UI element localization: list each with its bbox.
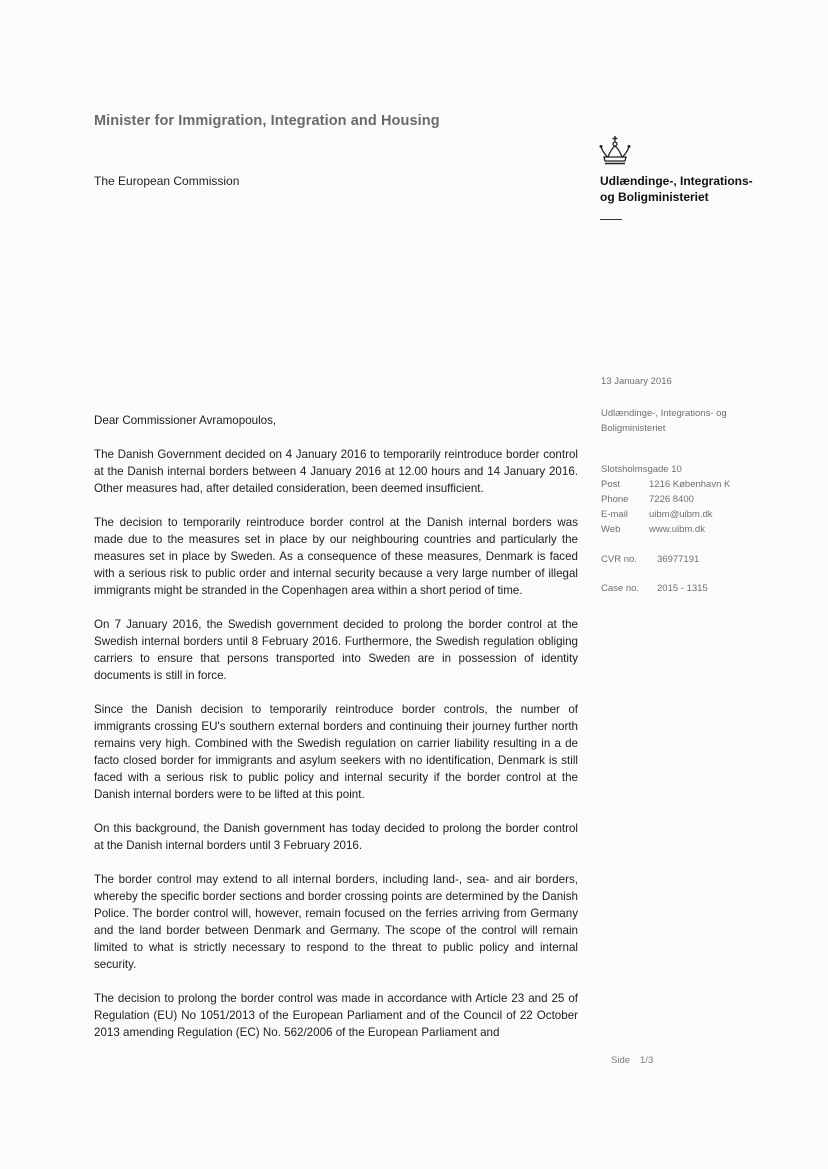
- paragraph-6: The border control may extend to all internal borders, including land-, sea- and air borders, whereby the specific border sections and border crossing points are determined by the Danish Police. The border control will, however, remain focused on the ferries arriving from Germany and the land border between Denmark and Germany. The scope of the control will remain limited to what is strictly necessary to respond to the threat to public policy and internal security.: [94, 873, 578, 971]
- paragraph-2: The decision to temporarily reintroduce border control at the Danish internal borders was made due to the measures set in place by our neighbouring countries and particularly the measures set in place by Sweden. As a consequence of these measures, Denmark is faced with a serious risk to public order and internal security because a very large number of illegal immigrants might be stranded in the Copenhagen area within a short period of time.: [94, 516, 578, 597]
- ministry-name-line1: Udlændinge-, Integrations-: [600, 174, 753, 188]
- contact-label: E-mail: [601, 509, 628, 520]
- paragraph-7: The decision to prolong the border control was made in accordance with Article 23 and 25 of Regulation (EU) No 1051/2013 of the European Parliament and of the Council of 22 October 2013 amending Regulation (EC) No. 562/2006 of the European Parliament and: [94, 992, 578, 1039]
- contact-details: [601, 462, 730, 537]
- page-label: Side: [611, 1055, 631, 1066]
- letterhead-title: Minister for Immigration, Integration and Housing: [94, 113, 440, 129]
- ministry-name-block: [600, 173, 753, 220]
- paragraph-4: Since the Danish decision to temporarily reintroduce border controls, the number of immigrants crossing EU's southern external borders and continuing their journey further north remains very high. Combined with the Swedish regulation on carrier liability resulting in a de facto closed border for immigrants and asylum seekers with no identification, Denmark is still faced with a serious risk to public policy and internal security if the border control at the Danish internal borders were to be lifted at this point.: [94, 703, 578, 801]
- contact-row-post: [601, 477, 730, 492]
- paragraph-5: On this background, the Danish government has today decided to prolong the border control at the Danish internal borders until 3 February 2016.: [94, 822, 578, 852]
- cvr-label: CVR no.: [601, 554, 637, 565]
- page-number: [611, 1055, 653, 1066]
- contact-value: uibm@uibm.dk: [649, 509, 713, 520]
- case-number: [601, 581, 708, 596]
- contact-row-email: [601, 507, 730, 522]
- case-value: 2015 - 1315: [657, 583, 708, 594]
- contact-value: 1216 København K: [649, 479, 731, 490]
- contact-label: Phone: [601, 494, 629, 505]
- ministry-name-line2: og Boligministeriet: [600, 190, 709, 204]
- ministry-divider: [600, 219, 622, 220]
- paragraph-1: The Danish Government decided on 4 January 2016 to temporarily reintroduce border control at the Danish internal borders between 4 January 2016 at 12.00 hours and 14 January 2016. Other measures had, after detailed consideration, been deemed insufficient.: [94, 448, 578, 495]
- crown-logo-icon: [598, 135, 632, 165]
- recipient: The European Commission: [94, 174, 240, 188]
- case-label: Case no.: [601, 583, 640, 594]
- cvr-value: 36977191: [657, 554, 700, 565]
- cvr-number: [601, 552, 699, 567]
- street-address: Slotsholmsgade 10: [601, 464, 682, 475]
- contact-value: www.uibm.dk: [649, 524, 705, 535]
- page-value: 1/3: [640, 1055, 654, 1066]
- paragraph-3: On 7 January 2016, the Swedish government decided to prolong the border control at the Swedish internal borders until 8 February 2016. Furthermore, the Swedish regulation obliging carriers to ensure that persons transported into Sweden are in possession of identity documents is still in force.: [94, 618, 578, 682]
- contact-value: 7226 8400: [649, 494, 694, 505]
- salutation: Dear Commissioner Avramopoulos,: [94, 414, 277, 427]
- letter-date: 13 January 2016: [601, 376, 672, 387]
- sidebar-ministry-name: Udlændinge-, Integrations- og Boligministeriet: [601, 408, 727, 434]
- contact-label: Web: [601, 524, 621, 535]
- contact-row-phone: [601, 492, 730, 507]
- letter-body: [94, 412, 578, 1041]
- contact-label: Post: [601, 479, 621, 490]
- contact-row-web: [601, 522, 730, 537]
